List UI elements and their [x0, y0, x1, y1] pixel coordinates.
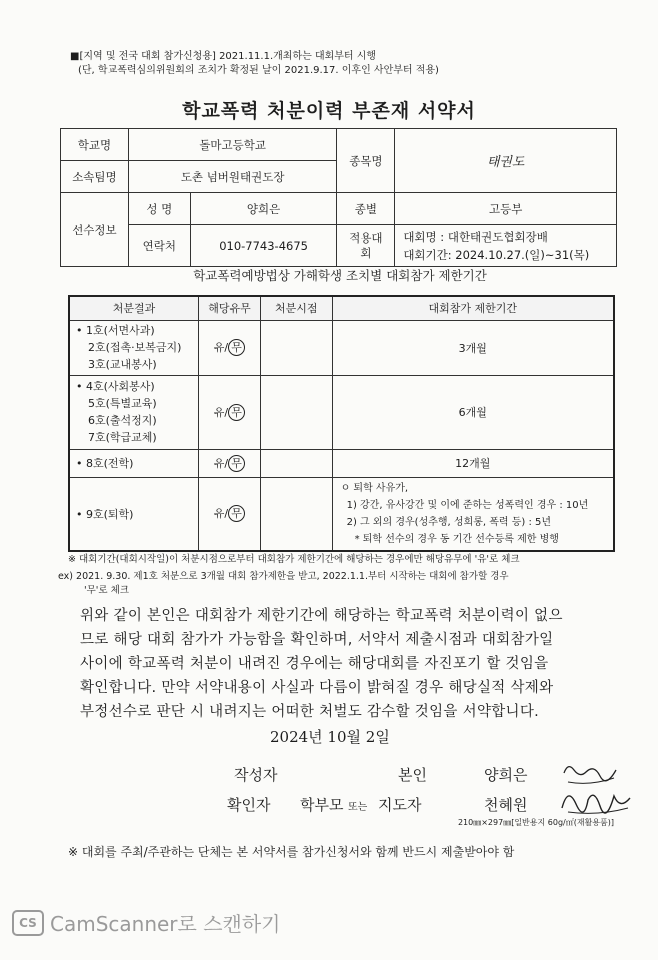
- period-line: 1) 강간, 유사강간 및 이에 준하는 성폭력인 경우 : 10년: [346, 499, 589, 511]
- sport-value: 태권도: [395, 129, 617, 193]
- result-cell: • 9호(퇴학): [69, 477, 199, 551]
- period-cell: 12개월: [332, 449, 614, 477]
- period-line: 2) 그 외의 경우(성추행, 성희롱, 폭력 등) : 5년: [346, 516, 552, 528]
- coach-name: 천혜원: [484, 796, 528, 814]
- header-time: 처분시점: [260, 296, 332, 320]
- time-cell: [260, 375, 332, 449]
- circled-no-mark: 무: [228, 339, 245, 356]
- header-period: 대회참가 제한기간: [332, 296, 614, 320]
- paper-spec: 210㎜×297㎜[일반용지 60g/㎡(재활용품)]: [457, 818, 614, 827]
- circled-no-mark: 무: [228, 404, 245, 421]
- sport-label: 종목명: [337, 129, 395, 193]
- result-line: 5호(특별교육): [88, 397, 157, 410]
- camscanner-watermark: [12, 908, 281, 937]
- applicable-cell: [199, 477, 261, 551]
- applicable-cell: [199, 449, 261, 477]
- pledge-line: 므로 해당 대회 참가가 가능함을 확인하며, 서약서 제출시점과 대회참가일: [80, 632, 554, 648]
- pledge-line: 부정선수로 판단 시 내려지는 어떠한 처벌도 감수할 것임을 서약합니다.: [80, 704, 540, 720]
- result-cell: • 8호(전학): [69, 449, 199, 477]
- info-table: [60, 128, 617, 267]
- division-value: 고등부: [395, 193, 617, 225]
- time-cell: [260, 320, 332, 375]
- camscanner-logo-icon: CS: [12, 910, 44, 936]
- team-label: 소속팀명: [61, 161, 129, 193]
- circled-no-mark: 무: [228, 505, 245, 522]
- applicable-cell: [199, 320, 261, 375]
- contact-label: 연락처: [128, 225, 190, 267]
- coach-label: 지도자: [378, 796, 422, 814]
- pledge-date: 2024년 10월 2일: [270, 728, 390, 746]
- parent-label: 학부모: [300, 796, 344, 814]
- period-line: * 퇴학 선수의 경우 동 기간 선수등록 제한 병행: [354, 533, 559, 545]
- time-cell: [260, 477, 332, 551]
- header-line-1: ■[지역 및 전국 대회 참가신청용] 2021.11.1.개최하는 대회부터 시행: [70, 51, 377, 62]
- event-info: [395, 225, 617, 267]
- period-cell: [332, 477, 614, 551]
- header-line-2: (단, 학교폭력심의위원회의 조치가 확정된 날이 2021.9.17. 이후인 사안부터 적용): [78, 65, 439, 76]
- apply-label-line-1: 적용대: [349, 230, 383, 245]
- note-1: ※ 대회기간(대회시작일)이 처분시점으로부터 대회참가 제한기간에 해당하는 경우에만 해당유무에 '유'로 체크: [68, 554, 520, 565]
- time-cell: [260, 449, 332, 477]
- pledge-line: 확인합니다. 만약 서약내용이 사실과 다름이 밝혀질 경우 해당실적 삭제와: [80, 680, 554, 696]
- confirmer-label: 확인자: [227, 796, 271, 814]
- period-cell: 3개월: [332, 320, 614, 375]
- pledge-text: [80, 604, 605, 724]
- penalty-table: [68, 295, 615, 552]
- footer-note: ※ 대회를 주최/주관하는 단체는 본 서약서를 참가신청서와 함께 반드시 제출받아야 함: [68, 845, 515, 859]
- event-period: 대회기간: 2024.10.27.(일)~31(목): [403, 247, 590, 262]
- result-line: 7호(학급교체): [88, 431, 157, 444]
- self-name: 양희은: [484, 766, 528, 784]
- applicable-cell: [199, 375, 261, 449]
- note-2: ex) 2021. 9.30. 제1호 처분으로 3개월 대회 참가제한을 받고, 2022.1.1.부터 시작하는 대회에 참가할 경우: [58, 571, 509, 582]
- result-line: • 4호(사회봉사): [76, 380, 155, 393]
- result-cell: [69, 375, 199, 449]
- result-line: 2호(접촉·보복금지): [88, 341, 182, 354]
- apply-label: [337, 225, 395, 267]
- applicable-yes: 유/: [213, 341, 229, 354]
- header-applicable: 해당유무: [199, 296, 261, 320]
- result-cell: [69, 320, 199, 375]
- document-title: 학교폭력 처분이력 부존재 서약서: [182, 100, 476, 122]
- table-row: [69, 375, 614, 449]
- circled-no-mark: 무: [228, 455, 245, 472]
- note-3: '무'로 체크: [84, 585, 129, 596]
- penalty-subtitle: 학교폭력예방법상 가해학생 조치별 대회참가 제한기간: [193, 268, 487, 283]
- applicable-yes: 유/: [213, 405, 229, 419]
- school-value: 돌마고등학교: [128, 129, 337, 161]
- contact-value: 010-7743-4675: [190, 225, 337, 267]
- applicable-yes: 유/: [213, 507, 229, 521]
- header-result: 처분결과: [69, 296, 199, 320]
- self-label: 본인: [398, 766, 427, 784]
- team-value: 도촌 넘버원태권도장: [128, 161, 337, 193]
- table-row: [69, 320, 614, 375]
- result-line: • 1호(서면사과): [76, 324, 155, 337]
- or-label: 또는: [348, 802, 368, 813]
- event-name: 대회명 : 대한태권도협회장배: [403, 229, 548, 244]
- pledge-line: 위와 같이 본인은 대회참가 제한기간에 해당하는 학교폭력 처분이력이 없으: [80, 608, 563, 624]
- camscanner-text: CamScanner로 스캔하기: [50, 912, 281, 936]
- athlete-label: 선수정보: [61, 193, 129, 267]
- name-label: 성 명: [128, 193, 190, 225]
- table-row: [69, 477, 614, 551]
- period-cell: 6개월: [332, 375, 614, 449]
- writer-label: 작성자: [234, 766, 278, 784]
- result-line: 6호(출석정지): [88, 414, 157, 427]
- division-label: 종별: [337, 193, 395, 225]
- applicable-yes: 유/: [213, 456, 229, 470]
- apply-label-line-2: 회: [360, 245, 372, 260]
- result-line: 3호(교내봉사): [88, 358, 157, 371]
- period-line: ㅇ 퇴학 사유가,: [340, 482, 409, 494]
- table-row: [69, 449, 614, 477]
- school-label: 학교명: [61, 129, 129, 161]
- name-value: 양희은: [190, 193, 337, 225]
- coach-signature-mark: [558, 784, 634, 818]
- pledge-line: 사이에 학교폭력 처분이 내려진 경우에는 해당대회를 자진포기 할 것임을: [80, 656, 549, 672]
